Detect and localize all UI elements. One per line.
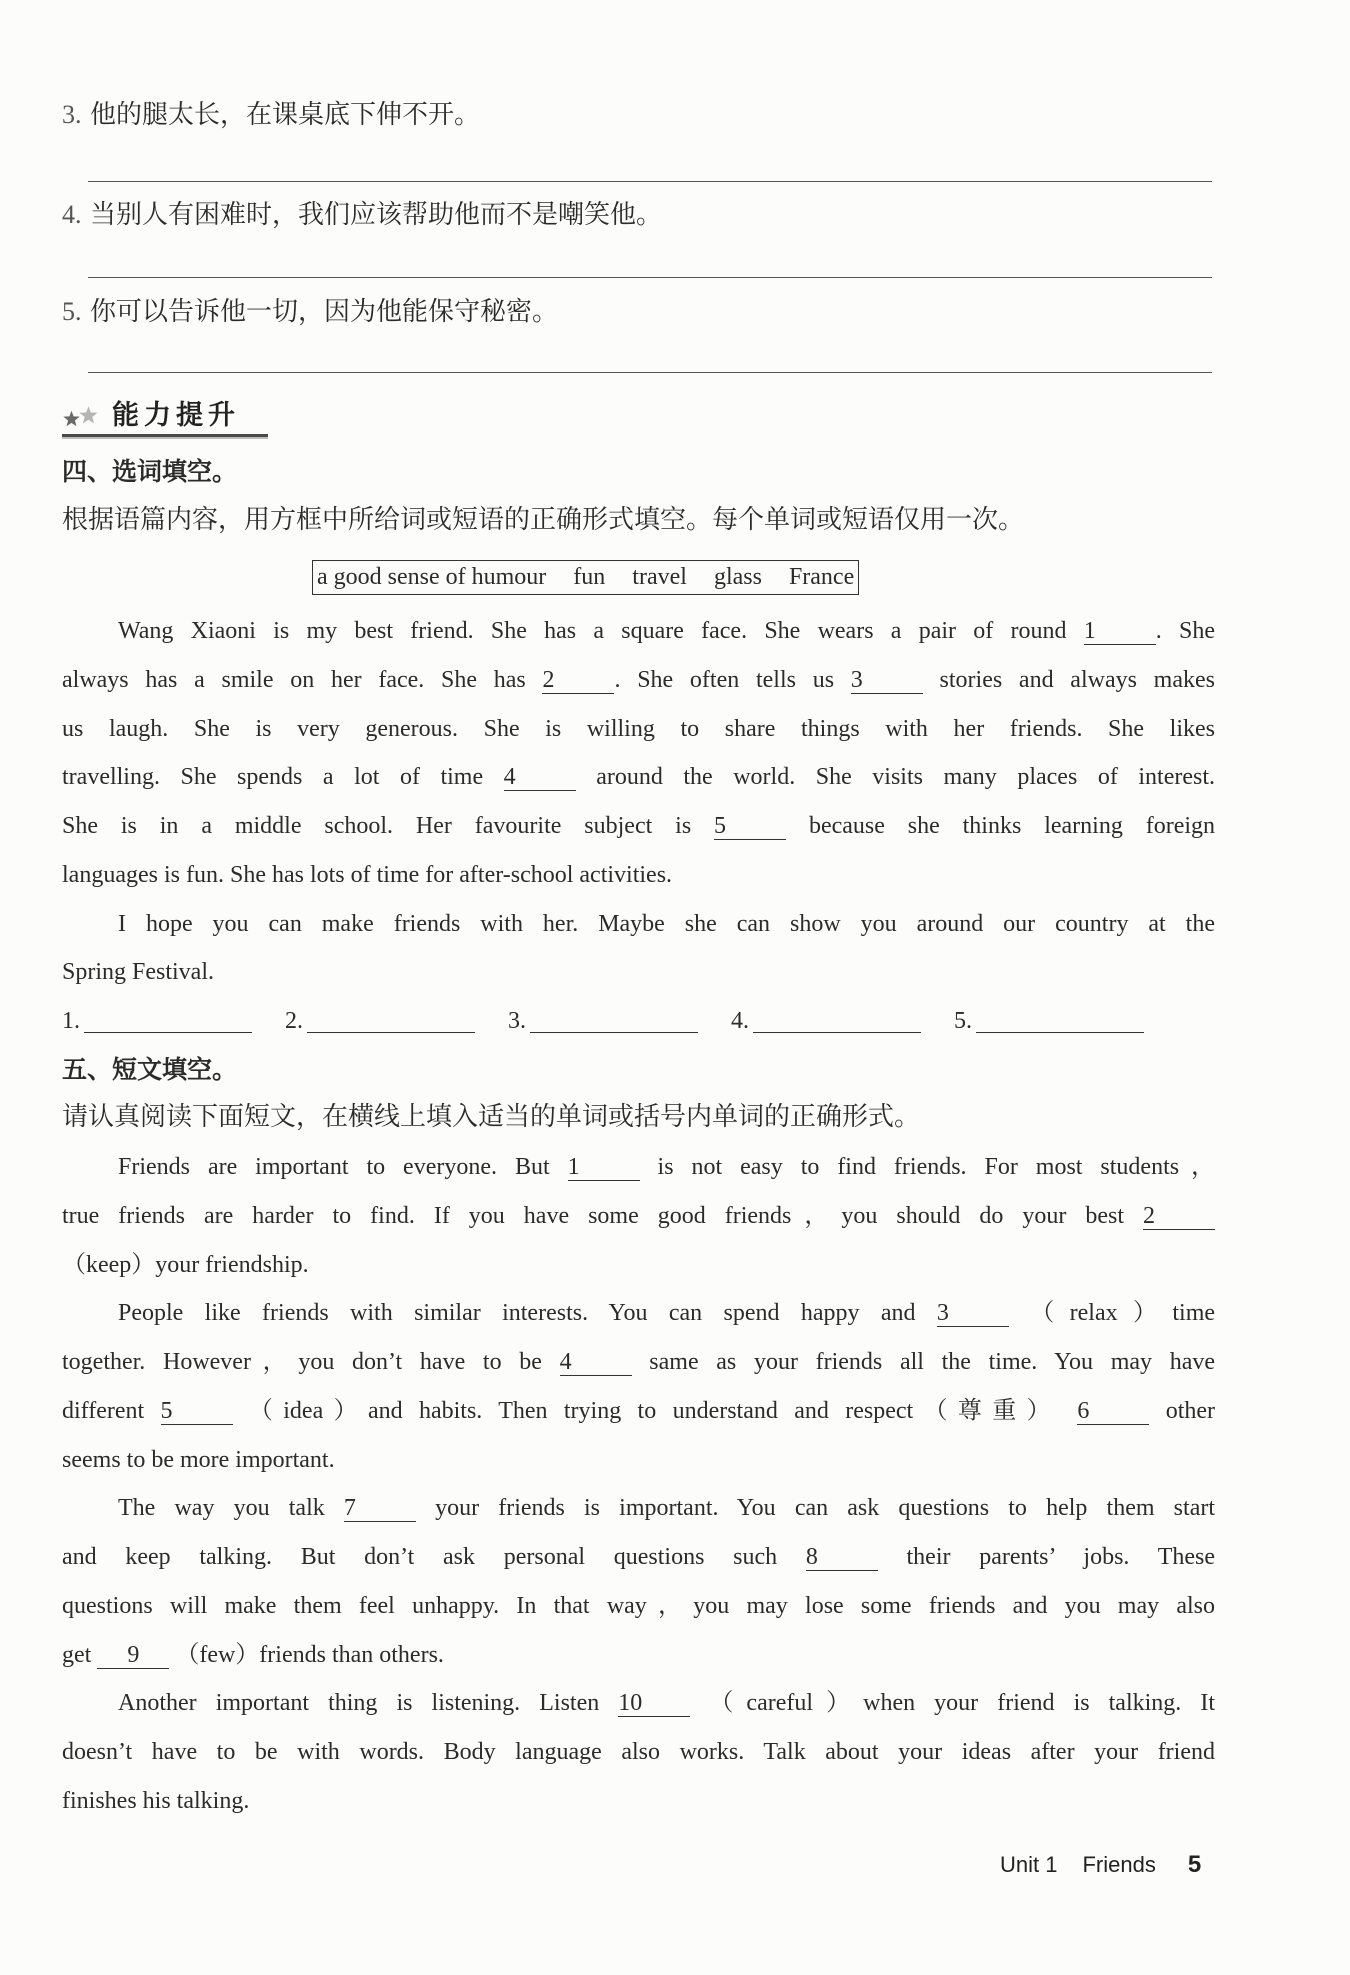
text-run: same as your friends all the time. You may have xyxy=(649,1349,1216,1375)
slot-label: 5. xyxy=(954,1008,972,1034)
slot-label: 1. xyxy=(62,1008,80,1034)
text-run: languages is fun. She has lots of time for after-school activities. xyxy=(62,861,673,888)
answer-blank: 8 xyxy=(806,1544,878,1571)
answer-slot xyxy=(954,997,1177,1045)
item-text: 他的腿太长，在课桌底下伸不开。 xyxy=(90,100,481,129)
paragraph-line xyxy=(62,656,1215,705)
text-run: （relax）time xyxy=(1030,1300,1216,1327)
text-run: other xyxy=(1165,1397,1216,1424)
text-run: The way you talk xyxy=(118,1495,325,1522)
text-run: . She xyxy=(1155,618,1215,644)
passage xyxy=(62,1143,1215,1826)
paragraph-line xyxy=(62,1436,1215,1485)
text-run: and keep talking. But don’t ask personal questions such xyxy=(62,1544,778,1570)
paragraph-line xyxy=(62,1582,1215,1631)
text-run: Friends are important to everyone. But xyxy=(118,1154,550,1180)
item-number: 5. xyxy=(62,297,82,326)
slot-label: 4. xyxy=(731,1008,749,1034)
word-box-item: travel xyxy=(632,564,687,590)
text-run: （keep）your friendship. xyxy=(62,1251,309,1278)
paragraph-line xyxy=(62,948,1215,997)
section-heading: 五、短文填空。 xyxy=(62,1055,238,1084)
answer-line xyxy=(976,1010,1144,1033)
star-icon xyxy=(62,401,106,431)
paragraph-line xyxy=(62,1289,1215,1338)
instruction: 请认真阅读下面短文，在横线上填入适当的单词或括号内单词的正确形式。 xyxy=(62,1102,921,1131)
word-box-item: a good sense of humour xyxy=(317,564,547,590)
text-run: is not easy to find friends. For most students， xyxy=(657,1154,1216,1180)
slot-label: 2. xyxy=(285,1008,303,1034)
paragraph-line xyxy=(62,1777,1215,1826)
text-run: questions will make them feel unhappy. In that way，you may lose some friends and you may also xyxy=(62,1592,1215,1619)
word-box xyxy=(312,560,859,595)
answer-line xyxy=(307,1010,475,1033)
text-run: travelling. She spends a lot of time xyxy=(62,764,484,791)
answer-blank: 1 xyxy=(1084,618,1156,645)
answer-blank: 4 xyxy=(560,1349,632,1376)
translation-item xyxy=(62,295,558,329)
answer-blank: 2 xyxy=(1143,1203,1215,1230)
translation-item xyxy=(62,198,662,232)
paragraph-line xyxy=(62,802,1215,851)
text-run: always has a smile on her face. She has xyxy=(62,666,526,693)
answer-line xyxy=(84,1010,252,1033)
slot-label: 3. xyxy=(508,1008,526,1034)
answer-blank: 3 xyxy=(851,667,923,694)
answer-slot xyxy=(731,997,954,1045)
footer-title: Friends xyxy=(1082,1852,1156,1877)
text-run: Wang Xiaoni is my best friend. She has a square face. She wears a pair of round xyxy=(118,618,1067,644)
footer-unit: Unit 1 xyxy=(1000,1852,1058,1877)
answer-blank: 1 xyxy=(568,1154,640,1181)
answer-line xyxy=(753,1010,921,1033)
paragraph-line xyxy=(62,753,1215,802)
paragraph-line xyxy=(62,900,1215,949)
text-run: People like friends with similar interests. You can spend happy and xyxy=(118,1300,916,1327)
paragraph-line xyxy=(62,607,1215,656)
paragraph-line xyxy=(62,1143,1215,1192)
paragraph-line xyxy=(62,1338,1215,1387)
page-number: 5 xyxy=(1187,1851,1202,1878)
answer-blank: 9 xyxy=(97,1642,169,1669)
answer-line xyxy=(88,372,1212,373)
answer-blank: 4 xyxy=(504,764,576,791)
answer-blank: 10 xyxy=(618,1690,690,1717)
answer-blank: 3 xyxy=(937,1300,1009,1327)
paragraph-line xyxy=(62,1241,1215,1290)
banner-title: 能力提升 xyxy=(112,400,240,431)
text-run: （idea）and habits. Then trying to understand and respect（尊重） xyxy=(248,1397,1061,1424)
text-run: us laugh. She is very generous. She is willing to share things with her friends. She likes xyxy=(62,715,1215,742)
text-run: She is in a middle school. Her favourite subject is xyxy=(62,813,692,839)
section-banner xyxy=(62,398,268,437)
answer-slot xyxy=(508,997,731,1045)
passage xyxy=(62,607,1215,997)
text-run: I hope you can make friends with her. Maybe she can show you around our country at the xyxy=(118,910,1215,937)
answer-blank: 5 xyxy=(161,1398,233,1425)
item-number: 3. xyxy=(62,100,82,129)
text-run: seems to be more important. xyxy=(62,1446,335,1473)
text-run: different xyxy=(62,1397,145,1424)
text-run: . She often tells us xyxy=(614,666,835,693)
answer-line xyxy=(88,277,1212,278)
paragraph-line xyxy=(62,705,1215,754)
translation-item xyxy=(62,98,480,132)
answer-blank: 2 xyxy=(542,667,614,694)
text-run: Another important thing is listening. Listen xyxy=(118,1690,600,1717)
paragraph-line xyxy=(62,1533,1215,1582)
answer-line xyxy=(88,181,1212,182)
answer-slot xyxy=(285,997,508,1045)
item-number: 4. xyxy=(62,200,82,229)
answer-blank: 7 xyxy=(344,1495,416,1522)
item-text: 当别人有困难时，我们应该帮助他而不是嘲笑他。 xyxy=(90,200,663,229)
section-heading: 四、选词填空。 xyxy=(62,457,238,486)
word-box-item: France xyxy=(788,564,855,590)
paragraph-line xyxy=(62,851,1215,900)
text-run: around the world. She visits many places of interest. xyxy=(596,764,1215,791)
text-run: doesn’t have to be with words. Body language also works. Talk about your ideas after your friend xyxy=(62,1739,1215,1765)
text-run: together. However，you don’t have to be xyxy=(62,1349,542,1375)
instruction: 根据语篇内容，用方框中所给词或短语的正确形式填空。每个单词或短语仅用一次。 xyxy=(62,505,1025,534)
text-run: because she thinks learning foreign xyxy=(808,813,1216,839)
answer-blank: 5 xyxy=(714,813,786,840)
text-run: get xyxy=(62,1641,92,1668)
page-footer xyxy=(1000,1850,1201,1880)
text-run: Spring Festival. xyxy=(62,959,215,986)
text-run: （careful）when your friend is talking. It xyxy=(709,1690,1216,1717)
paragraph-line xyxy=(62,1679,1215,1728)
paragraph-line xyxy=(62,1631,1215,1680)
answer-row xyxy=(62,997,1177,1045)
answer-blank: 6 xyxy=(1077,1398,1149,1425)
paragraph-line xyxy=(62,1484,1215,1533)
text-run: their parents’ jobs. These xyxy=(906,1544,1215,1570)
paragraph-line xyxy=(62,1192,1215,1241)
answer-slot xyxy=(62,997,285,1045)
answer-line xyxy=(530,1010,698,1033)
text-run: stories and always makes xyxy=(939,666,1215,693)
text-run: finishes his talking. xyxy=(62,1787,250,1814)
text-run: true friends are harder to find. If you have some good friends，you should do your best xyxy=(62,1202,1125,1229)
word-box-item: fun xyxy=(573,564,606,590)
paragraph-line xyxy=(62,1728,1215,1777)
word-box-item: glass xyxy=(713,564,762,590)
item-text: 你可以告诉他一切，因为他能保守秘密。 xyxy=(90,297,559,326)
text-run: your friends is important. You can ask questions to help them start xyxy=(435,1495,1215,1522)
paragraph-line xyxy=(62,1387,1215,1436)
text-run: （few）friends than others. xyxy=(175,1641,444,1668)
